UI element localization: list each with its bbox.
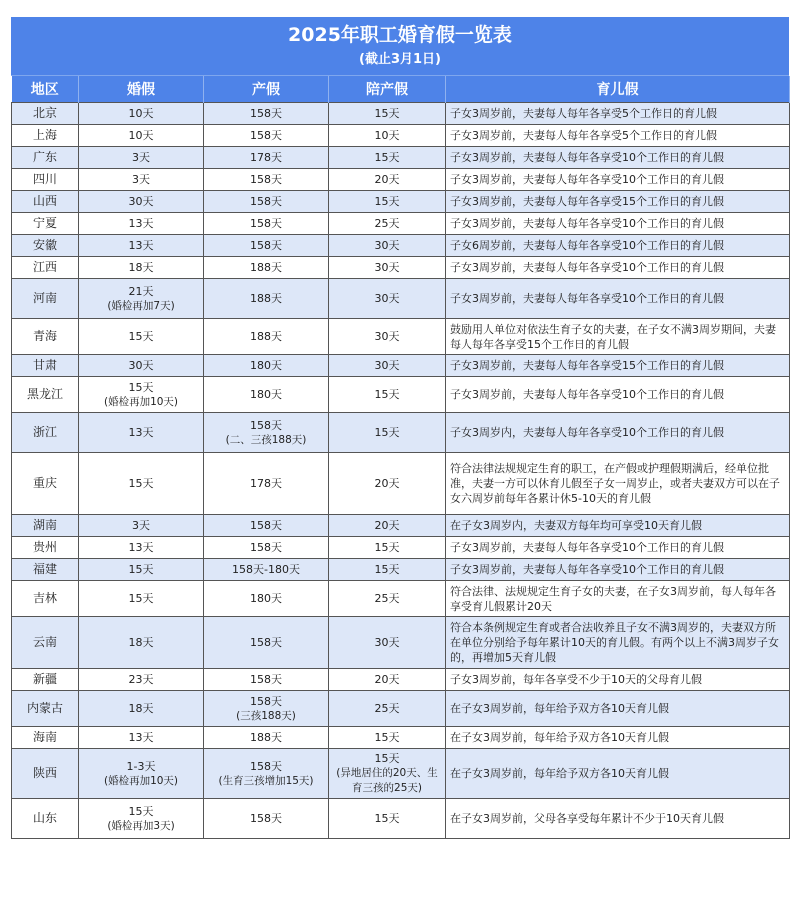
cell-marriage-leave-value: 13天 [128, 426, 154, 439]
cell-maternity-leave [204, 377, 329, 413]
cell-paternity-leave [329, 727, 446, 749]
cell-parental-leave-value: 子女3周岁前，夫妻每人每年各享受10个工作日的育儿假 [450, 217, 724, 230]
cell-region-value: 云南 [32, 635, 57, 649]
cell-region-value: 广东 [32, 150, 57, 164]
cell-marriage-leave-value: 18天 [128, 636, 154, 649]
cell-marriage-leave-value: 18天 [128, 702, 154, 715]
cell-maternity-leave [204, 799, 329, 839]
cell-paternity-leave-value: 15天 [374, 388, 400, 401]
cell-maternity-leave-value: 158天-180天 [232, 563, 300, 576]
cell-maternity-leave-value: 188天 [250, 330, 282, 343]
cell-parental-leave [446, 453, 790, 515]
cell-paternity-leave [329, 169, 446, 191]
cell-maternity-leave [204, 191, 329, 213]
cell-maternity-leave-value: 158天 [250, 239, 282, 252]
cell-region [12, 669, 79, 691]
cell-parental-leave [446, 125, 790, 147]
cell-paternity-leave [329, 103, 446, 125]
cell-marriage-leave [79, 235, 204, 257]
cell-parental-leave [446, 515, 790, 537]
cell-marriage-leave [79, 749, 204, 799]
cell-marriage-leave [79, 727, 204, 749]
title-banner [11, 17, 789, 76]
cell-maternity-leave-value: 158天 [250, 195, 282, 208]
cell-paternity-leave-value: 15天 [374, 731, 400, 744]
cell-parental-leave [446, 191, 790, 213]
cell-paternity-leave [329, 213, 446, 235]
table-row [12, 581, 790, 617]
cell-parental-leave-value: 子女3周岁前，每年各享受不少于10天的父母育儿假 [450, 673, 702, 686]
cell-region [12, 537, 79, 559]
cell-paternity-leave-value: 20天 [374, 519, 400, 532]
cell-paternity-leave-value: 25天 [374, 217, 400, 230]
cell-parental-leave [446, 727, 790, 749]
cell-paternity-leave-value: 20天 [374, 477, 400, 490]
table-row [12, 235, 790, 257]
cell-marriage-leave [79, 213, 204, 235]
cell-region [12, 147, 79, 169]
table-row [12, 103, 790, 125]
cell-paternity-leave [329, 691, 446, 727]
cell-marriage-leave [79, 319, 204, 355]
cell-paternity-leave [329, 669, 446, 691]
cell-marriage-leave [79, 537, 204, 559]
cell-parental-leave-value: 在子女3周岁前，父母各享受每年累计不少于10天育儿假 [450, 812, 724, 825]
cell-paternity-leave [329, 355, 446, 377]
table-body [12, 103, 790, 839]
table-row [12, 147, 790, 169]
cell-marriage-leave [79, 279, 204, 319]
cell-region-value: 内蒙古 [26, 701, 63, 715]
cell-paternity-leave [329, 191, 446, 213]
cell-marriage-leave-value: 13天 [128, 217, 154, 230]
cell-maternity-leave-note: (生育三孩增加15天) [218, 774, 314, 787]
cell-marriage-leave [79, 581, 204, 617]
cell-maternity-leave [204, 319, 329, 355]
cell-region [12, 235, 79, 257]
cell-parental-leave [446, 377, 790, 413]
cell-parental-leave [446, 147, 790, 169]
cell-region-value: 甘肃 [32, 358, 57, 372]
cell-parental-leave [446, 279, 790, 319]
cell-marriage-leave [79, 413, 204, 453]
table-row [12, 257, 790, 279]
cell-paternity-leave-value: 20天 [374, 173, 400, 186]
cell-marriage-leave [79, 377, 204, 413]
cell-parental-leave [446, 235, 790, 257]
cell-region-value: 江西 [32, 260, 57, 274]
cell-region-value: 山东 [32, 811, 57, 825]
cell-marriage-leave [79, 453, 204, 515]
cell-region-value: 贵州 [32, 540, 57, 554]
cell-region-value: 重庆 [32, 476, 57, 490]
cell-marriage-leave [79, 125, 204, 147]
cell-marriage-leave-value: 10天 [128, 129, 154, 142]
cell-maternity-leave [204, 235, 329, 257]
cell-marriage-leave-value: 10天 [128, 107, 154, 120]
cell-paternity-leave-value: 30天 [374, 239, 400, 252]
column-header-marriage-leave: 婚假 [79, 76, 204, 103]
cell-parental-leave [446, 169, 790, 191]
cell-parental-leave [446, 691, 790, 727]
cell-parental-leave [446, 559, 790, 581]
cell-marriage-leave-value: 21天 [128, 284, 154, 298]
cell-maternity-leave-value: 158天 [250, 217, 282, 230]
cell-region [12, 413, 79, 453]
cell-paternity-leave-value: 25天 [374, 702, 400, 715]
cell-region [12, 559, 79, 581]
cell-marriage-leave-note: (婚检再加10天) [103, 774, 179, 787]
cell-marriage-leave [79, 559, 204, 581]
cell-region-value: 海南 [32, 730, 57, 744]
table-row [12, 355, 790, 377]
cell-paternity-leave-note: (异地居住的20天、生育三孩的25天) [336, 767, 438, 794]
cell-maternity-leave [204, 413, 329, 453]
cell-maternity-leave [204, 279, 329, 319]
cell-paternity-leave-value: 15天 [374, 563, 400, 576]
cell-marriage-leave-value: 15天 [128, 804, 154, 818]
cell-maternity-leave-value: 180天 [250, 359, 282, 372]
cell-paternity-leave [329, 125, 446, 147]
cell-parental-leave [446, 103, 790, 125]
cell-marriage-leave-value: 30天 [128, 195, 154, 208]
cell-region-value: 陕西 [32, 766, 57, 780]
cell-parental-leave-value: 子女3周岁前，夫妻每人每年各享受10个工作日的育儿假 [450, 151, 724, 164]
cell-region [12, 319, 79, 355]
cell-marriage-leave-value: 30天 [128, 359, 154, 372]
table-header-row [12, 76, 790, 103]
cell-region-value: 黑龙江 [26, 387, 63, 401]
cell-parental-leave-value: 子女3周岁前，夫妻每人每年各享受15个工作日的育儿假 [450, 195, 724, 208]
table-row [12, 559, 790, 581]
cell-paternity-leave-value: 15天 [374, 812, 400, 825]
cell-region-value: 北京 [32, 106, 57, 120]
cell-region [12, 103, 79, 125]
cell-marriage-leave [79, 691, 204, 727]
cell-maternity-leave [204, 727, 329, 749]
cell-marriage-leave-value: 1-3天 [126, 759, 156, 773]
cell-paternity-leave [329, 749, 446, 799]
cell-parental-leave-value: 鼓励用人单位对依法生育子女的夫妻，在子女不满3周岁期间，夫妻每人每年各享受15个工作日的育儿假 [450, 322, 776, 351]
page-title: 2025年职工婚育假一览表 [288, 24, 512, 46]
cell-paternity-leave [329, 279, 446, 319]
cell-parental-leave-value: 子女3周岁前，夫妻每人每年各享受10个工作日的育儿假 [450, 388, 724, 401]
cell-maternity-leave-value: 178天 [250, 477, 282, 490]
cell-maternity-leave [204, 169, 329, 191]
cell-paternity-leave [329, 147, 446, 169]
cell-paternity-leave [329, 799, 446, 839]
cell-paternity-leave-value: 15天 [374, 541, 400, 554]
cell-region [12, 191, 79, 213]
cell-marriage-leave [79, 191, 204, 213]
cell-paternity-leave [329, 413, 446, 453]
cell-paternity-leave-value: 30天 [374, 330, 400, 343]
cell-parental-leave-value: 子女3周岁前，夫妻每人每年各享受5个工作日的育儿假 [450, 107, 717, 120]
cell-region [12, 617, 79, 669]
cell-region [12, 257, 79, 279]
cell-marriage-leave-note: (婚检再加10天) [103, 395, 179, 408]
cell-marriage-leave-value: 15天 [128, 563, 154, 576]
cell-region [12, 581, 79, 617]
cell-region-value: 浙江 [32, 425, 57, 439]
cell-parental-leave [446, 749, 790, 799]
cell-region [12, 799, 79, 839]
cell-region [12, 749, 79, 799]
cell-paternity-leave-value: 15天 [374, 195, 400, 208]
table-row [12, 691, 790, 727]
cell-parental-leave [446, 669, 790, 691]
cell-region [12, 279, 79, 319]
cell-region-value: 上海 [32, 128, 57, 142]
cell-paternity-leave [329, 377, 446, 413]
cell-maternity-leave-value: 178天 [250, 151, 282, 164]
cell-region [12, 355, 79, 377]
cell-parental-leave [446, 537, 790, 559]
cell-maternity-leave-value: 188天 [250, 261, 282, 274]
column-header-paternity-leave: 陪产假 [329, 76, 446, 103]
cell-region [12, 125, 79, 147]
cell-region [12, 727, 79, 749]
cell-parental-leave-value: 符合法律、法规规定生育子女的夫妻，在子女3周岁前，每人每年各享受育儿假累计20天 [450, 584, 776, 613]
cell-region [12, 169, 79, 191]
cell-marriage-leave [79, 515, 204, 537]
cell-paternity-leave-value: 30天 [374, 261, 400, 274]
cell-maternity-leave-value: 180天 [250, 592, 282, 605]
cell-region-value: 山西 [32, 194, 57, 208]
cell-maternity-leave [204, 749, 329, 799]
cell-parental-leave [446, 799, 790, 839]
cell-region-value: 新疆 [32, 672, 57, 686]
cell-marriage-leave-value: 13天 [128, 239, 154, 252]
cell-maternity-leave-value: 158天 [250, 759, 282, 773]
cell-region-value: 青海 [32, 329, 57, 343]
cell-paternity-leave-value: 25天 [374, 592, 400, 605]
table-row [12, 453, 790, 515]
cell-parental-leave-value: 子女6周岁前，夫妻每人每年各享受10个工作日的育儿假 [450, 239, 724, 252]
cell-marriage-leave [79, 355, 204, 377]
cell-region-value: 四川 [32, 172, 57, 186]
cell-parental-leave-value: 子女3周岁前，夫妻每人每年各享受10个工作日的育儿假 [450, 173, 724, 186]
cell-parental-leave-value: 子女3周岁前，夫妻每人每年各享受10个工作日的育儿假 [450, 261, 724, 274]
cell-region-value: 吉林 [32, 591, 57, 605]
cell-parental-leave-value: 在子女3周岁前，每年给予双方各10天育儿假 [450, 767, 669, 780]
cell-maternity-leave-value: 188天 [250, 731, 282, 744]
table-row [12, 213, 790, 235]
cell-parental-leave-value: 子女3周岁前，夫妻每人每年各享受10个工作日的育儿假 [450, 541, 724, 554]
table-row [12, 191, 790, 213]
cell-paternity-leave [329, 537, 446, 559]
cell-maternity-leave-value: 158天 [250, 173, 282, 186]
cell-maternity-leave-value: 158天 [250, 418, 282, 432]
column-header-region: 地区 [12, 76, 79, 103]
cell-parental-leave [446, 257, 790, 279]
cell-paternity-leave-value: 15天 [374, 107, 400, 120]
cell-parental-leave-value: 在子女3周岁前，每年给予双方各10天育儿假 [450, 702, 669, 715]
table-row [12, 377, 790, 413]
cell-parental-leave [446, 319, 790, 355]
cell-marriage-leave-value: 3天 [132, 173, 150, 186]
cell-parental-leave-value: 子女3周岁前，夫妻每人每年各享受10个工作日的育儿假 [450, 292, 724, 305]
cell-maternity-leave-value: 158天 [250, 129, 282, 142]
cell-paternity-leave [329, 559, 446, 581]
cell-maternity-leave [204, 691, 329, 727]
cell-parental-leave-value: 符合本条例规定生育或者合法收养且子女不满3周岁的，夫妻双方所在单位分别给予每年累计10天的育儿假。有两个以上不满3周岁子女的，再增加5天育儿假 [450, 621, 779, 664]
cell-marriage-leave-note: (婚检再加7天) [107, 299, 175, 312]
cell-parental-leave [446, 617, 790, 669]
cell-paternity-leave-value: 10天 [374, 129, 400, 142]
cell-maternity-leave [204, 257, 329, 279]
cell-maternity-leave [204, 213, 329, 235]
cell-maternity-leave-value: 158天 [250, 519, 282, 532]
cell-maternity-leave [204, 515, 329, 537]
cell-marriage-leave-value: 15天 [128, 592, 154, 605]
cell-paternity-leave-value: 30天 [374, 636, 400, 649]
cell-parental-leave [446, 413, 790, 453]
cell-region-value: 宁夏 [32, 216, 57, 230]
cell-maternity-leave-value: 180天 [250, 388, 282, 401]
leave-table-container [11, 17, 789, 839]
table-row [12, 537, 790, 559]
cell-maternity-leave-value: 158天 [250, 812, 282, 825]
cell-parental-leave-value: 子女3周岁内，夫妻每人每年各享受10个工作日的育儿假 [450, 426, 724, 439]
table-row [12, 669, 790, 691]
cell-paternity-leave [329, 515, 446, 537]
cell-paternity-leave [329, 319, 446, 355]
cell-marriage-leave-value: 3天 [132, 519, 150, 532]
cell-maternity-leave [204, 103, 329, 125]
cell-paternity-leave-value: 30天 [374, 359, 400, 372]
cell-paternity-leave-value: 30天 [374, 292, 400, 305]
cell-marriage-leave [79, 799, 204, 839]
cell-marriage-leave-value: 3天 [132, 151, 150, 164]
cell-parental-leave-value: 符合法律法规规定生育的职工，在产假或护理假期满后，经单位批准，夫妻一方可以休育儿假至子女一周岁止，或者夫妻双方可以在子女六周岁前每年各累计休5-10天的育儿假 [450, 462, 780, 505]
table-row [12, 799, 790, 839]
cell-paternity-leave-value: 15天 [374, 151, 400, 164]
cell-paternity-leave [329, 581, 446, 617]
cell-marriage-leave-value: 15天 [128, 330, 154, 343]
cell-paternity-leave [329, 617, 446, 669]
cell-marriage-leave-value: 13天 [128, 541, 154, 554]
column-header-maternity-leave: 产假 [204, 76, 329, 103]
table-row [12, 727, 790, 749]
cell-marriage-leave-value: 15天 [128, 380, 154, 394]
cell-parental-leave-value: 子女3周岁前，夫妻每人每年各享受15个工作日的育儿假 [450, 359, 724, 372]
cell-region-value: 河南 [32, 291, 57, 305]
cell-maternity-leave-value: 158天 [250, 673, 282, 686]
cell-maternity-leave-note: (二、三孩188天) [225, 433, 307, 446]
table-row [12, 319, 790, 355]
cell-region [12, 691, 79, 727]
cell-maternity-leave [204, 669, 329, 691]
cell-maternity-leave [204, 147, 329, 169]
cell-maternity-leave-value: 158天 [250, 694, 282, 708]
cell-maternity-leave [204, 537, 329, 559]
table-row [12, 515, 790, 537]
cell-maternity-leave [204, 355, 329, 377]
cell-marriage-leave-value: 13天 [128, 731, 154, 744]
cell-maternity-leave [204, 125, 329, 147]
cell-paternity-leave-value: 15天 [374, 752, 400, 765]
cell-region-value: 福建 [32, 562, 57, 576]
cell-parental-leave [446, 213, 790, 235]
cell-parental-leave [446, 355, 790, 377]
cell-paternity-leave [329, 453, 446, 515]
cell-marriage-leave [79, 103, 204, 125]
cell-maternity-leave [204, 453, 329, 515]
cell-marriage-leave [79, 669, 204, 691]
cell-region [12, 515, 79, 537]
cell-parental-leave-value: 在子女3周岁前，每年给予双方各10天育儿假 [450, 731, 669, 744]
cell-marriage-leave-value: 23天 [128, 673, 154, 686]
table-row [12, 279, 790, 319]
table-row [12, 125, 790, 147]
column-header-parental-leave: 育儿假 [446, 76, 790, 103]
table-row [12, 749, 790, 799]
cell-region-value: 安徽 [32, 238, 57, 252]
cell-region-value: 湖南 [32, 518, 57, 532]
cell-maternity-leave-value: 158天 [250, 541, 282, 554]
cell-region [12, 213, 79, 235]
table-row [12, 617, 790, 669]
cell-maternity-leave-value: 158天 [250, 636, 282, 649]
cell-parental-leave [446, 581, 790, 617]
cell-marriage-leave [79, 169, 204, 191]
page-subtitle: (截止3月1日) [359, 52, 441, 67]
leave-table [11, 76, 790, 839]
cell-parental-leave-value: 在子女3周岁内，夫妻双方每年均可享受10天育儿假 [450, 519, 702, 532]
cell-marriage-leave-value: 18天 [128, 261, 154, 274]
cell-marriage-leave [79, 147, 204, 169]
cell-marriage-leave-value: 15天 [128, 477, 154, 490]
cell-maternity-leave-value: 188天 [250, 292, 282, 305]
cell-maternity-leave [204, 617, 329, 669]
cell-region [12, 377, 79, 413]
cell-marriage-leave-note: (婚检再加3天) [107, 819, 175, 832]
cell-marriage-leave [79, 617, 204, 669]
cell-paternity-leave-value: 15天 [374, 426, 400, 439]
cell-paternity-leave [329, 257, 446, 279]
cell-region [12, 453, 79, 515]
cell-maternity-leave-value: 158天 [250, 107, 282, 120]
cell-marriage-leave [79, 257, 204, 279]
cell-maternity-leave [204, 559, 329, 581]
cell-maternity-leave [204, 581, 329, 617]
cell-parental-leave-value: 子女3周岁前，夫妻每人每年各享受5个工作日的育儿假 [450, 129, 717, 142]
table-row [12, 413, 790, 453]
cell-paternity-leave-value: 20天 [374, 673, 400, 686]
cell-maternity-leave-note: (三孩188天) [236, 709, 296, 722]
cell-paternity-leave [329, 235, 446, 257]
table-row [12, 169, 790, 191]
cell-parental-leave-value: 子女3周岁前，夫妻每人每年各享受10个工作日的育儿假 [450, 563, 724, 576]
